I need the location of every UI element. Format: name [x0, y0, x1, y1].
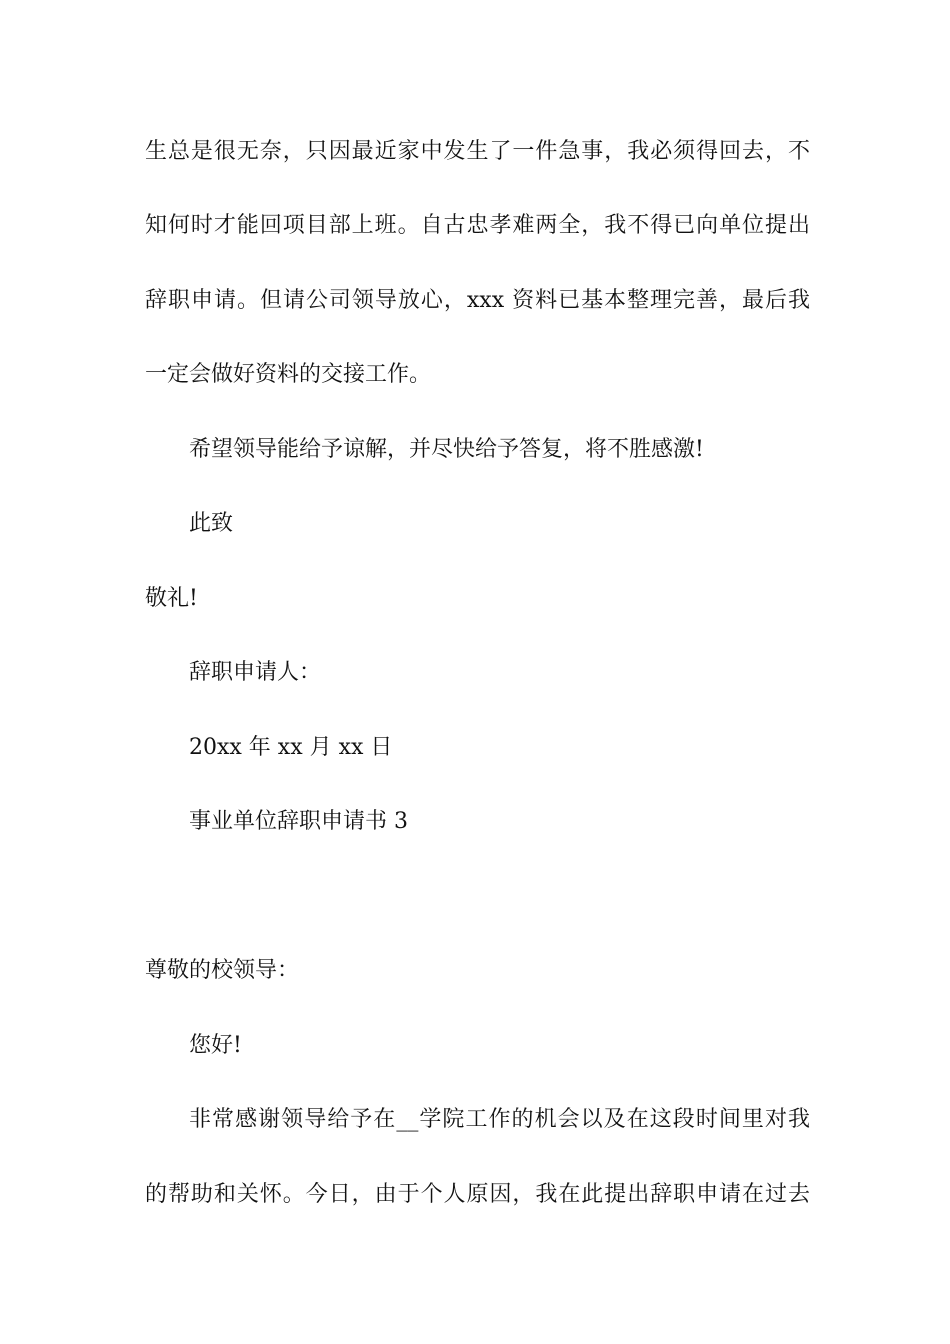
paragraph-line: 生总是很无奈，只因最近家中发生了一件急事，我必须得回去，不: [145, 139, 810, 164]
closing-salutation: 此致: [189, 511, 234, 536]
greeting-line: 您好!: [189, 1033, 242, 1058]
paragraph-line: 知何时才能回项目部上班。自古忠孝难两全，我不得已向单位提出: [145, 213, 810, 238]
paragraph-line: 辞职申请。但请公司领导放心，xxx 资料已基本整理完善，最后我: [145, 288, 810, 313]
paragraph-line: 非常感谢领导给予在__学院工作的机会以及在这段时间里对我: [189, 1107, 810, 1132]
paragraph-line: 希望领导能给予谅解，并尽快给予答复，将不胜感激!: [189, 437, 704, 462]
signature-label: 辞职申请人：: [189, 660, 322, 685]
paragraph-line: 一定会做好资料的交接工作。: [145, 362, 432, 387]
greeting-line: 尊敬的校领导：: [145, 958, 300, 983]
paragraph-line: 的帮助和关怀。今日，由于个人原因，我在此提出辞职申请在过去: [145, 1182, 810, 1207]
closing-regards: 敬礼!: [145, 586, 198, 611]
date-line: 20xx 年 xx 月 xx 日: [189, 735, 393, 760]
section-title: 事业单位辞职申请书 3: [189, 809, 408, 834]
